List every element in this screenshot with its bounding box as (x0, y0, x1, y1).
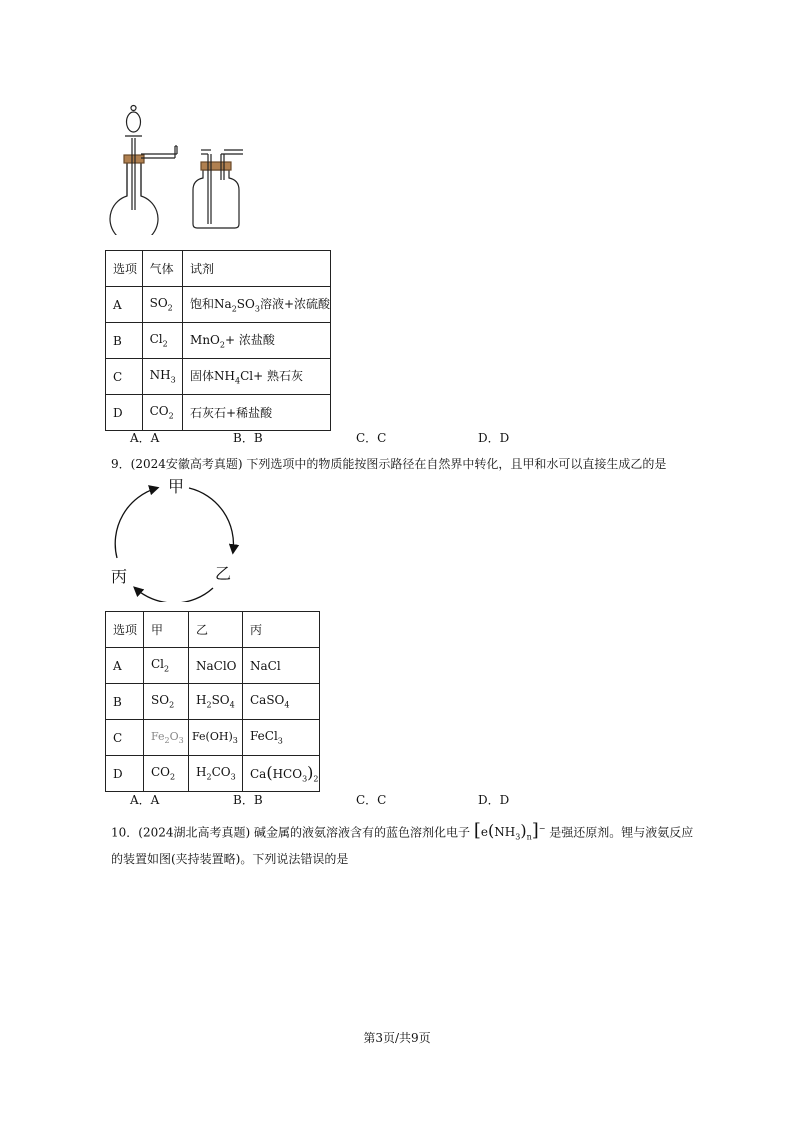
row-jia: $SO_2$ (144, 684, 189, 720)
header-reagent: 试剂 (183, 251, 331, 287)
table-row (106, 323, 331, 359)
row-gas: $Cl_2$ (142, 323, 182, 359)
row-bing: CaSO$_4$ (243, 684, 320, 720)
row-reagent: 饱和$Na_2SO_3$溶液+浓硫酸 (183, 287, 331, 323)
row-reagent: 固体$NH_4Cl+$ 熟石灰 (183, 359, 331, 395)
table-header-row (106, 612, 320, 648)
row-jia: $Fe_2O_3$ (144, 720, 189, 756)
row-bing: FeCl$_3$ (243, 720, 320, 756)
row-gas: $SO_2$ (142, 287, 182, 323)
gas-bottle-icon (193, 150, 243, 228)
question-9 (111, 455, 666, 472)
row-yi: $Fe(OH)_3$ (189, 720, 243, 756)
question-10 (111, 819, 693, 847)
table-row (106, 720, 320, 756)
header-option: 选项 (106, 612, 144, 648)
question-source: (2024安徽高考真题) (130, 457, 243, 471)
table-row (106, 648, 320, 684)
cycle-node-right: 乙 (215, 564, 232, 583)
row-gas: $NH_3$ (142, 359, 182, 395)
table-row (106, 287, 331, 323)
row-option: C (106, 720, 144, 756)
row-option: A (106, 648, 144, 684)
row-yi: $H_2CO_3$ (189, 756, 243, 792)
table-gas-reagents (105, 250, 331, 431)
row-reagent: 石灰石+稀盐酸 (183, 395, 331, 431)
question-source: (2024湖北高考真题) (138, 825, 251, 840)
header-jia: 甲 (144, 612, 189, 648)
option-d[interactable]: D．D (478, 793, 510, 807)
question-text: 下列选项中的物质能按图示路径在自然界中转化，且甲和水可以直接生成乙的是 (246, 457, 667, 471)
option-d[interactable]: D．D (478, 431, 510, 445)
answer-options-q8 (0, 429, 794, 445)
option-a[interactable]: A．A (130, 793, 160, 807)
table-row (106, 756, 320, 792)
solvated-electron-formula: $[e(NH_3)_n]^-$ (473, 820, 546, 842)
header-bing: 丙 (243, 612, 320, 648)
round-flask-with-funnel-icon (110, 106, 177, 236)
header-gas: 气体 (142, 251, 182, 287)
row-option: D (106, 395, 143, 431)
row-option: A (106, 287, 143, 323)
question-10-line2: 的装置如图(夹持装置略)。下列说法错误的是 (111, 852, 349, 866)
row-yi: NaClO (189, 648, 243, 684)
question-text-cont: 是强还原剂。锂与液氨反应 (549, 825, 694, 840)
row-option: B (106, 684, 144, 720)
answer-options-q9 (0, 791, 794, 807)
table-header-row (106, 251, 331, 287)
table-substances (105, 611, 320, 792)
row-yi: $H_2SO_4$ (189, 684, 243, 720)
option-a[interactable]: A．A (130, 431, 160, 445)
row-option: B (106, 323, 143, 359)
question-number: 10． (111, 825, 139, 840)
option-b[interactable]: B．B (233, 793, 263, 807)
row-bing: $Ca(HCO_3)_2$ (243, 756, 320, 792)
question-text: 碱金属的液氨溶液含有的蓝色溶剂化电子 (254, 825, 471, 840)
header-option: 选项 (106, 251, 143, 287)
cycle-node-left: 丙 (111, 567, 128, 586)
page-footer: 第3页/共9页 (363, 1031, 431, 1045)
row-option: D (106, 756, 144, 792)
table-row (106, 395, 331, 431)
row-bing: NaCl (243, 648, 320, 684)
row-jia: $CO_2$ (144, 756, 189, 792)
row-option: C (106, 359, 143, 395)
conversion-cycle-diagram (105, 472, 245, 602)
option-c[interactable]: C．C (356, 431, 387, 445)
row-gas: $CO_2$ (142, 395, 182, 431)
option-c[interactable]: C．C (356, 793, 387, 807)
row-reagent: MnO$_2$+ 浓盐酸 (183, 323, 331, 359)
question-number: 9． (111, 457, 131, 471)
gas-apparatus-figure (105, 100, 245, 235)
header-yi: 乙 (189, 612, 243, 648)
table-row (106, 359, 331, 395)
table-row (106, 684, 320, 720)
option-b[interactable]: B．B (233, 431, 263, 445)
cycle-node-top: 甲 (168, 477, 185, 496)
row-jia: $Cl_2$ (144, 648, 189, 684)
